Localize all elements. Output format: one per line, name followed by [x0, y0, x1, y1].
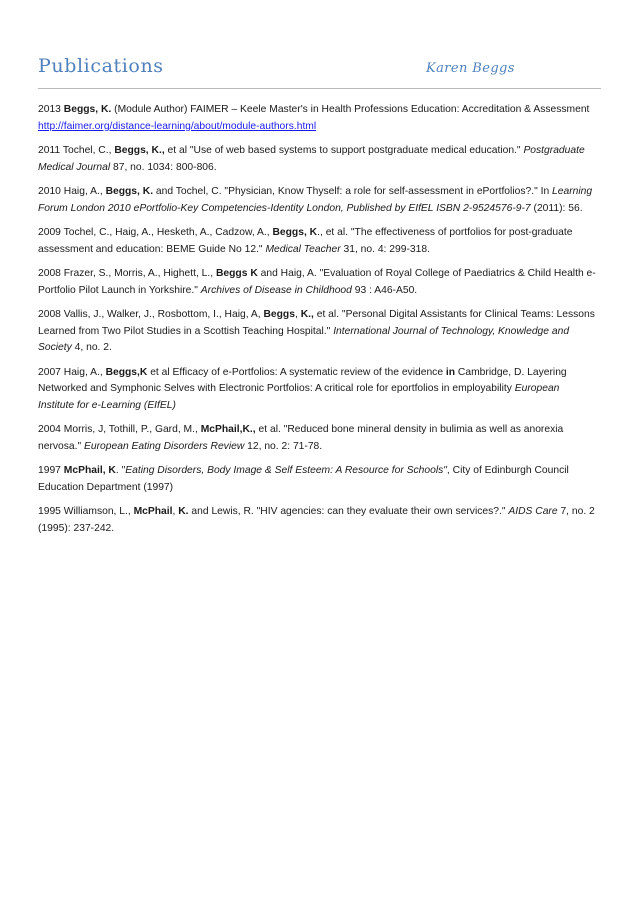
publication-text: 93 : A46-A50.	[351, 284, 418, 296]
publication-text: (1995): 237-242.	[38, 522, 115, 534]
publication-venue: Society	[38, 342, 72, 353]
publication-link[interactable]: http://faimer.org/distance-learning/about/module-authors.html	[38, 120, 317, 132]
publication-text: 1997	[38, 465, 64, 476]
publication-entry	[38, 365, 601, 415]
publication-text: and Haig, A. "Evaluation of Royal College of Paediatrics & Child Health e-	[257, 268, 596, 279]
publication-venue: Eating Disorders, Body Image & Self Esteem: A Resource for Schools"	[125, 465, 447, 476]
publication-text: ,	[294, 309, 301, 320]
publication-venue: AIDS Care	[508, 506, 558, 517]
publication-text: Networked and Symphonic Selves with Electronic Portfolios: A critical role for eportfolios in employability	[38, 383, 515, 394]
publication-text: et al "Use of web based systems to support postgraduate medical education."	[164, 145, 524, 156]
publication-entry	[38, 307, 601, 357]
publication-entry	[38, 463, 601, 496]
publication-text: 7, no. 2	[557, 506, 595, 517]
author-highlight: McPhail,K.,	[200, 424, 256, 435]
publication-text: 2004 Morris, J, Tothill, P., Gard, M.,	[38, 424, 201, 435]
author-highlight: Beggs, K.	[105, 186, 154, 197]
publication-text: 2007 Haig, A.,	[38, 366, 106, 378]
author-highlight: McPhail	[133, 506, 173, 517]
publication-text: 1995 Williamson, L.,	[38, 506, 134, 517]
publication-text: 31, no. 4: 299-318.	[340, 243, 430, 255]
publication-entry	[38, 266, 601, 299]
publication-text: assessment and education: BEME Guide No 12."	[38, 243, 266, 255]
publication-text: Learned from Two Pilot Studies in a Scottish Teaching Hospital."	[38, 325, 334, 337]
publication-text: et al Efficacy of e-Portfolios: A systematic review of the evidence	[147, 366, 446, 378]
publication-text: Cambridge, D. Layering	[455, 366, 567, 378]
page-title: Publications	[38, 55, 164, 77]
publication-text: 2010 Haig, A.,	[38, 186, 106, 197]
publication-text: 12, no. 2: 71-78.	[244, 440, 323, 452]
publication-venue: International Journal of Technology, Knowledge and	[333, 325, 570, 337]
publication-venue: Medical Journal	[38, 161, 111, 173]
author-highlight: K.	[178, 506, 189, 517]
publication-entry	[38, 422, 601, 455]
publication-text: et al. "Personal Digital Assistants for Clinical Teams: Lessons	[313, 309, 595, 320]
publication-text: 87, no. 1034: 800-806.	[110, 161, 217, 173]
publication-text: et al. "Reduced bone mineral density in bulimia as well as anorexia	[255, 424, 564, 435]
publication-text: ,	[172, 506, 179, 517]
publication-entry	[38, 504, 601, 537]
publication-list	[38, 102, 601, 537]
publication-text: 2008 Vallis, J., Walker, J., Rosbottom, I., Haig, A,	[38, 309, 264, 320]
publication-venue: Archives of Disease in Childhood	[200, 284, 352, 296]
publication-text: nervosa."	[38, 440, 85, 452]
publication-entry	[38, 143, 601, 176]
publication-text: (2011): 56.	[530, 202, 583, 214]
author-highlight: Beggs,K	[105, 366, 148, 378]
publication-venue: Forum London 2010 ePortfolio-Key Competencies-Identity London, Published by EIfEL ISBN 2-9524576-9-7	[38, 202, 531, 214]
author-highlight: McPhail, K	[63, 465, 116, 476]
publication-text: and Lewis, R. "HIV agencies: can they evaluate their own services?."	[188, 506, 509, 517]
author-highlight: Beggs K	[215, 268, 258, 279]
publication-text: , City of Edinburgh Council	[446, 465, 569, 476]
publication-text: 2009 Tochel, C., Haig, A., Hesketh, A., Cadzow, A.,	[38, 227, 273, 238]
publication-venue: Medical Teacher	[265, 243, 341, 255]
publication-entry	[38, 225, 601, 258]
author-highlight: in	[445, 366, 456, 378]
publication-venue: Institute for e-Learning (EIfEL)	[38, 399, 176, 411]
publication-venue: European	[514, 383, 560, 394]
author-highlight: K.,	[300, 309, 314, 320]
author-name: Karen Beggs	[426, 61, 515, 76]
author-highlight: Beggs, K.	[63, 104, 112, 115]
publication-text: Education Department (1997)	[38, 481, 174, 493]
publication-text: and Tochel, C. "Physician, Know Thyself: a role for self-assessment in ePortfolios?." In	[153, 186, 553, 197]
publication-venue: Postgraduate	[523, 145, 585, 156]
publication-entry	[38, 102, 601, 135]
author-highlight: Beggs, K.,	[114, 145, 165, 156]
publication-text: 4, no. 2.	[71, 342, 112, 353]
publication-text: . "	[115, 465, 126, 476]
publication-text: 2013	[38, 104, 64, 115]
publication-text: Portfolio Pilot Launch in Yorkshire."	[38, 284, 201, 296]
publication-text: ., et al. "The effectiveness of portfolios for post-graduate	[317, 227, 573, 238]
publication-entry	[38, 184, 601, 217]
publication-venue: European Eating Disorders Review	[84, 440, 245, 452]
publication-text: (Module Author) FAIMER – Keele Master's in Health Professions Education: Accreditation & Assessment	[111, 104, 590, 115]
page-header	[38, 0, 601, 89]
author-highlight: Beggs	[263, 309, 295, 320]
publication-text: 2011 Tochel, C.,	[38, 145, 115, 156]
publication-venue: Learning	[552, 186, 593, 197]
author-highlight: Beggs, K	[272, 227, 318, 238]
publication-text: 2008 Frazer, S., Morris, A., Highett, L.,	[38, 268, 216, 279]
